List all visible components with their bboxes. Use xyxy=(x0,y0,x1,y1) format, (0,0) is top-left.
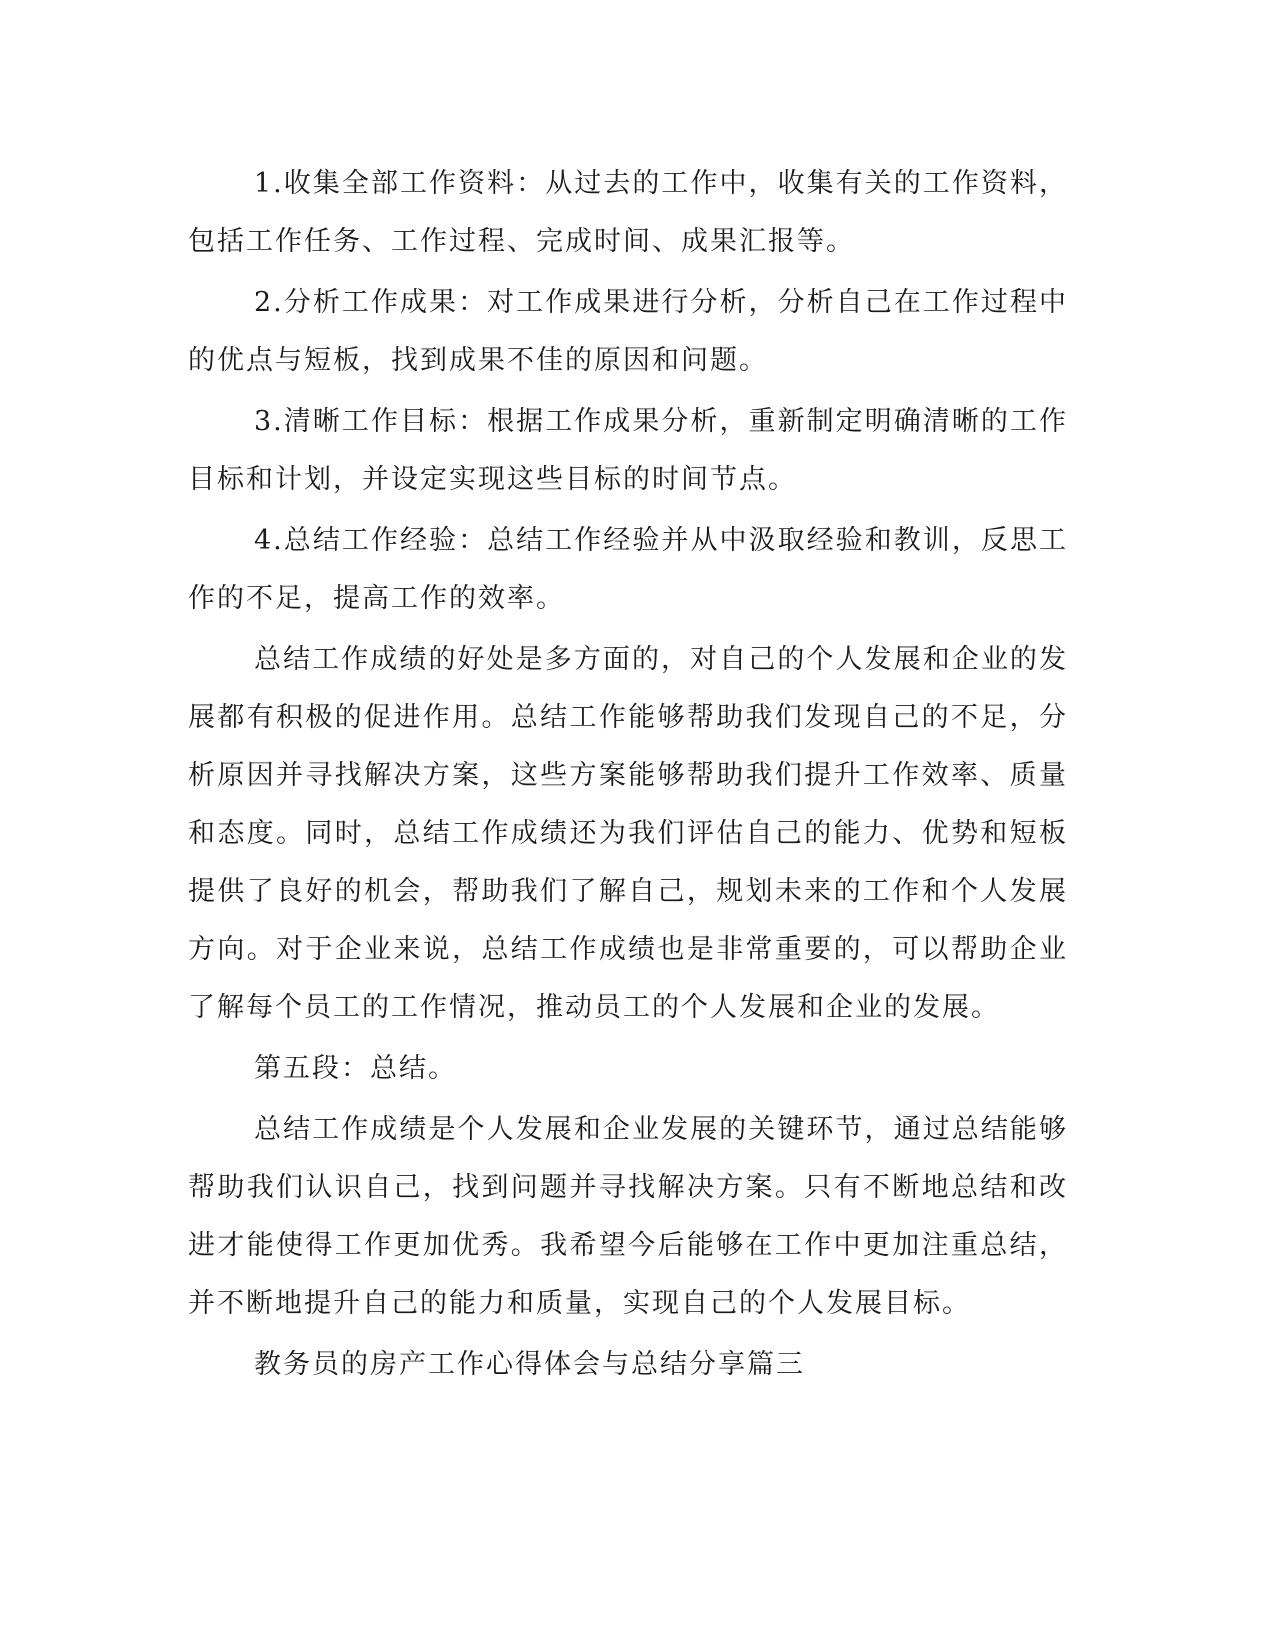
paragraph-step-4: 4.总结工作经验：总结工作经验并从中汲取经验和教训，反思工作的不足，提高工作的效率。 xyxy=(188,525,1068,614)
paragraph-step-2: 2.分析工作成果：对工作成果进行分析，分析自己在工作过程中的优点与短板，找到成果不佳的原因和问题。 xyxy=(188,287,1068,376)
paragraph-conclusion: 总结工作成绩是个人发展和企业发展的关键环节，通过总结能够帮助我们认识自己，找到问题并寻找解决方案。只有不断地总结和改进才能使得工作更加优秀。我希望今后能够在工作中更加注重总结，并不断地提升自己的能力和质量，实现自己的个人发展目标。 xyxy=(188,1114,1068,1319)
paragraph-benefits: 总结工作成绩的好处是多方面的，对自己的个人发展和企业的发展都有积极的促进作用。总结工作能够帮助我们发现自己的不足，分析原因并寻找解决方案，这些方案能够帮助我们提升工作效率、质量和态度。同时，总结工作成绩还为我们评估自己的能力、优势和短板提供了良好的机会，帮助我们了解自己，规划未来的工作和个人发展方向。对于企业来说，总结工作成绩也是非常重要的，可以帮助企业了解每个员工的工作情况，推动员工的个人发展和企业的发展。 xyxy=(188,644,1068,1023)
document-body xyxy=(188,155,1068,1394)
next-article-title: 教务员的房产工作心得体会与总结分享篇三 xyxy=(254,1349,805,1380)
paragraph-step-1: 1.收集全部工作资料：从过去的工作中，收集有关的工作资料，包括工作任务、工作过程、完成时间、成果汇报等。 xyxy=(188,168,1068,257)
section-heading-fifth: 第五段：总结。 xyxy=(254,1053,457,1084)
paragraph-step-3: 3.清晰工作目标：根据工作成果分析，重新制定明确清晰的工作目标和计划，并设定实现这些目标的时间节点。 xyxy=(188,406,1068,495)
